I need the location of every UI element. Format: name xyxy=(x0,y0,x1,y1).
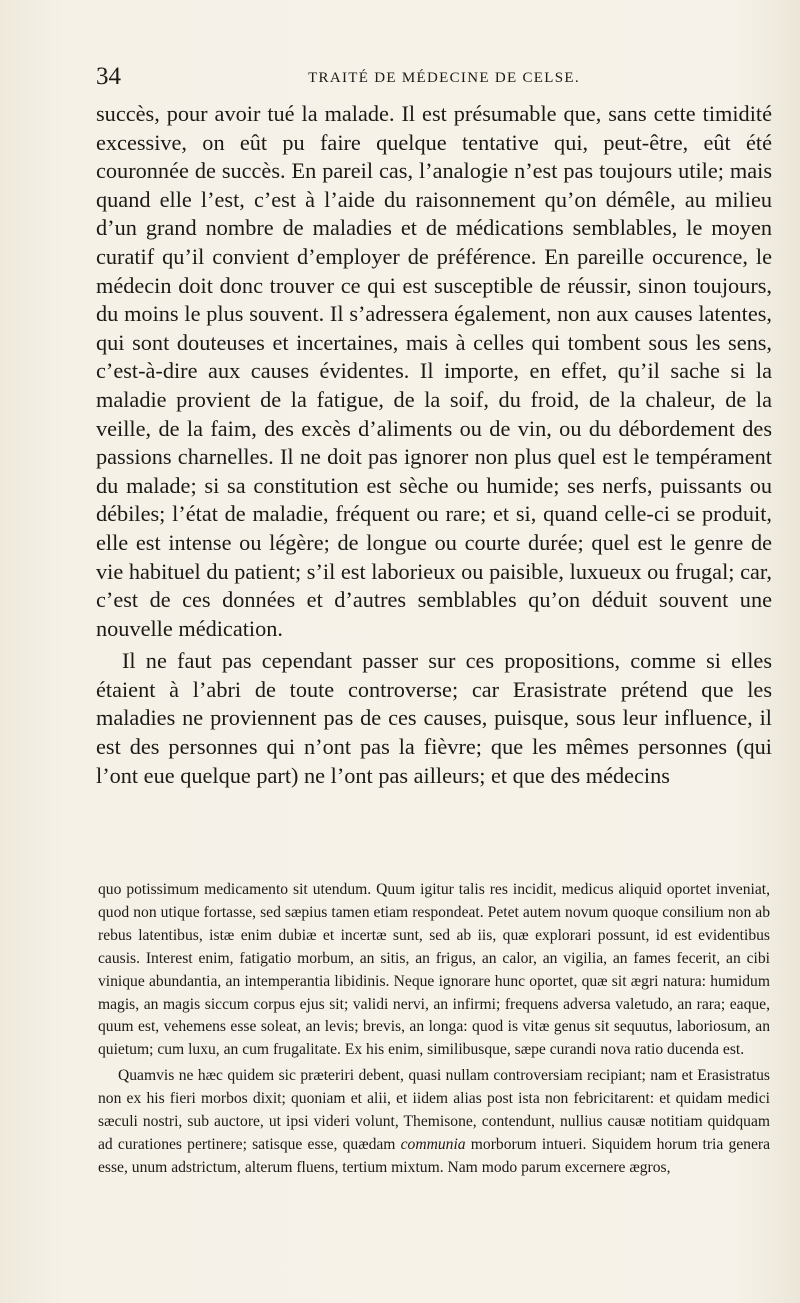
main-paragraph: succès, pour avoir tué la malade. Il est présumable que, sans cette timidité excessive, on eût pu faire quelque tentative qui, peut-être, eût été couronnée de succès. En pareil cas, l’analogie n’est pas toujours utile; mais quand elle l’est, c’est à l’aide du raisonnement qu’on démêle, au milieu d’un grand nombre de maladies et de médications semblables, le moyen curatif qu’il convient d’employer de préférence. En pareille occurence, le médecin doit donc trouver ce qui est susceptible de réussir, sinon toujours, du moins le plus souvent. Il s’adressera également, non aux causes latentes, qui sont douteuses et incertaines, mais à celles qui tombent sous les sens, c’est-à-dire aux causes évidentes. Il importe, en effet, qu’il sache si la maladie provient de la fatigue, de la soif, du froid, de la chaleur, de la veille, de la faim, des excès d’aliments ou de vin, ou du débordement des passions charnelles. Il ne doit pas ignorer non plus quel est le tempérament du malade; si sa constitution est sèche ou humide; ses nerfs, puissants ou débiles; l’état de maladie, fréquent ou rare; et si, quand celle-ci se produit, elle est intense ou légère; de longue ou courte durée; quel est le genre de vie habituel du patient; s’il est laborieux ou paisible, luxueux ou frugal; car, c’est de ces données et d’autres semblables qu’on déduit souvent une nouvelle médication. xyxy=(96,101,772,641)
notes-text: Quamvis ne hæc quidem sic præteriri debent, quasi nullam controversiam recipiant; nam et Erasistratus non ex his fieri morbos dixit; quoniam et alii, et iidem alias post ista non febricitarent: et quidam medici sæculi nostri, sub auctore, ut ipsi videri volunt, Themisone, contendunt, nullius causæ notitiam quidquam ad curationes pertinere; satisque esse, quædam xyxy=(98,1067,770,1153)
page-number: 34 xyxy=(96,63,121,90)
notes-paragraph: quo potissimum medicamento sit utendum. Quum igitur talis res incidit, medicus aliquid oportet inveniat, quod non utique fortasse, sed sæpius tamen etiam respondeat. Petet autem novum quoque consilium non ab rebus latentibus, istæ enim dubiæ et incertæ sunt, sed ab iis, quæ explorari possunt, id est evidentibus causis. Interest enim, fatigatio morbum, an sitis, an frigus, an calor, an vigilia, an fames fecerit, an cibi vinique abundantia, an intemperantia libidinis. Neque ignorare hunc oportet, quæ sit ægri natura: humidum magis, an magis siccum corpus ejus sit; validi nervi, an infirmi; frequens adversa valetudo, an rara; eaque, quum est, vehemens esse soleat, an levis; brevis, an longa: quod is vitæ genus sit sequutus, laboriosum, an quietum; cum luxu, an cum frugalitate. Ex his enim, similibusque, sæpe curandi nova ratio ducenda est. xyxy=(98,881,770,1059)
main-paragraph: Il ne faut pas cependant passer sur ces propositions, comme si elles étaient à l’abri de toute controverse; car Erasistrate prétend que les maladies ne proviennent pas de ces causes, puisque, sous leur influence, il est des personnes qui n’ont pas la fièvre; que les mêmes personnes (qui l’ont eue quelque part) ne l’ont pas ailleurs; et que des médecins xyxy=(96,648,772,788)
notes-text: morborum intueri. Siquidem horum tria genera esse, unum adstrictum, alterum fluens, tertium mixtum. Nam modo parum excernere ægros, xyxy=(98,1135,770,1176)
notes-paragraph xyxy=(98,1065,770,1180)
notes-italic-term: communia xyxy=(400,1135,466,1153)
page-header xyxy=(96,62,772,92)
latin-notes xyxy=(98,879,770,1180)
main-text xyxy=(96,100,772,790)
running-title: TRAITÉ DE MÉDECINE DE CELSE. xyxy=(308,70,580,86)
